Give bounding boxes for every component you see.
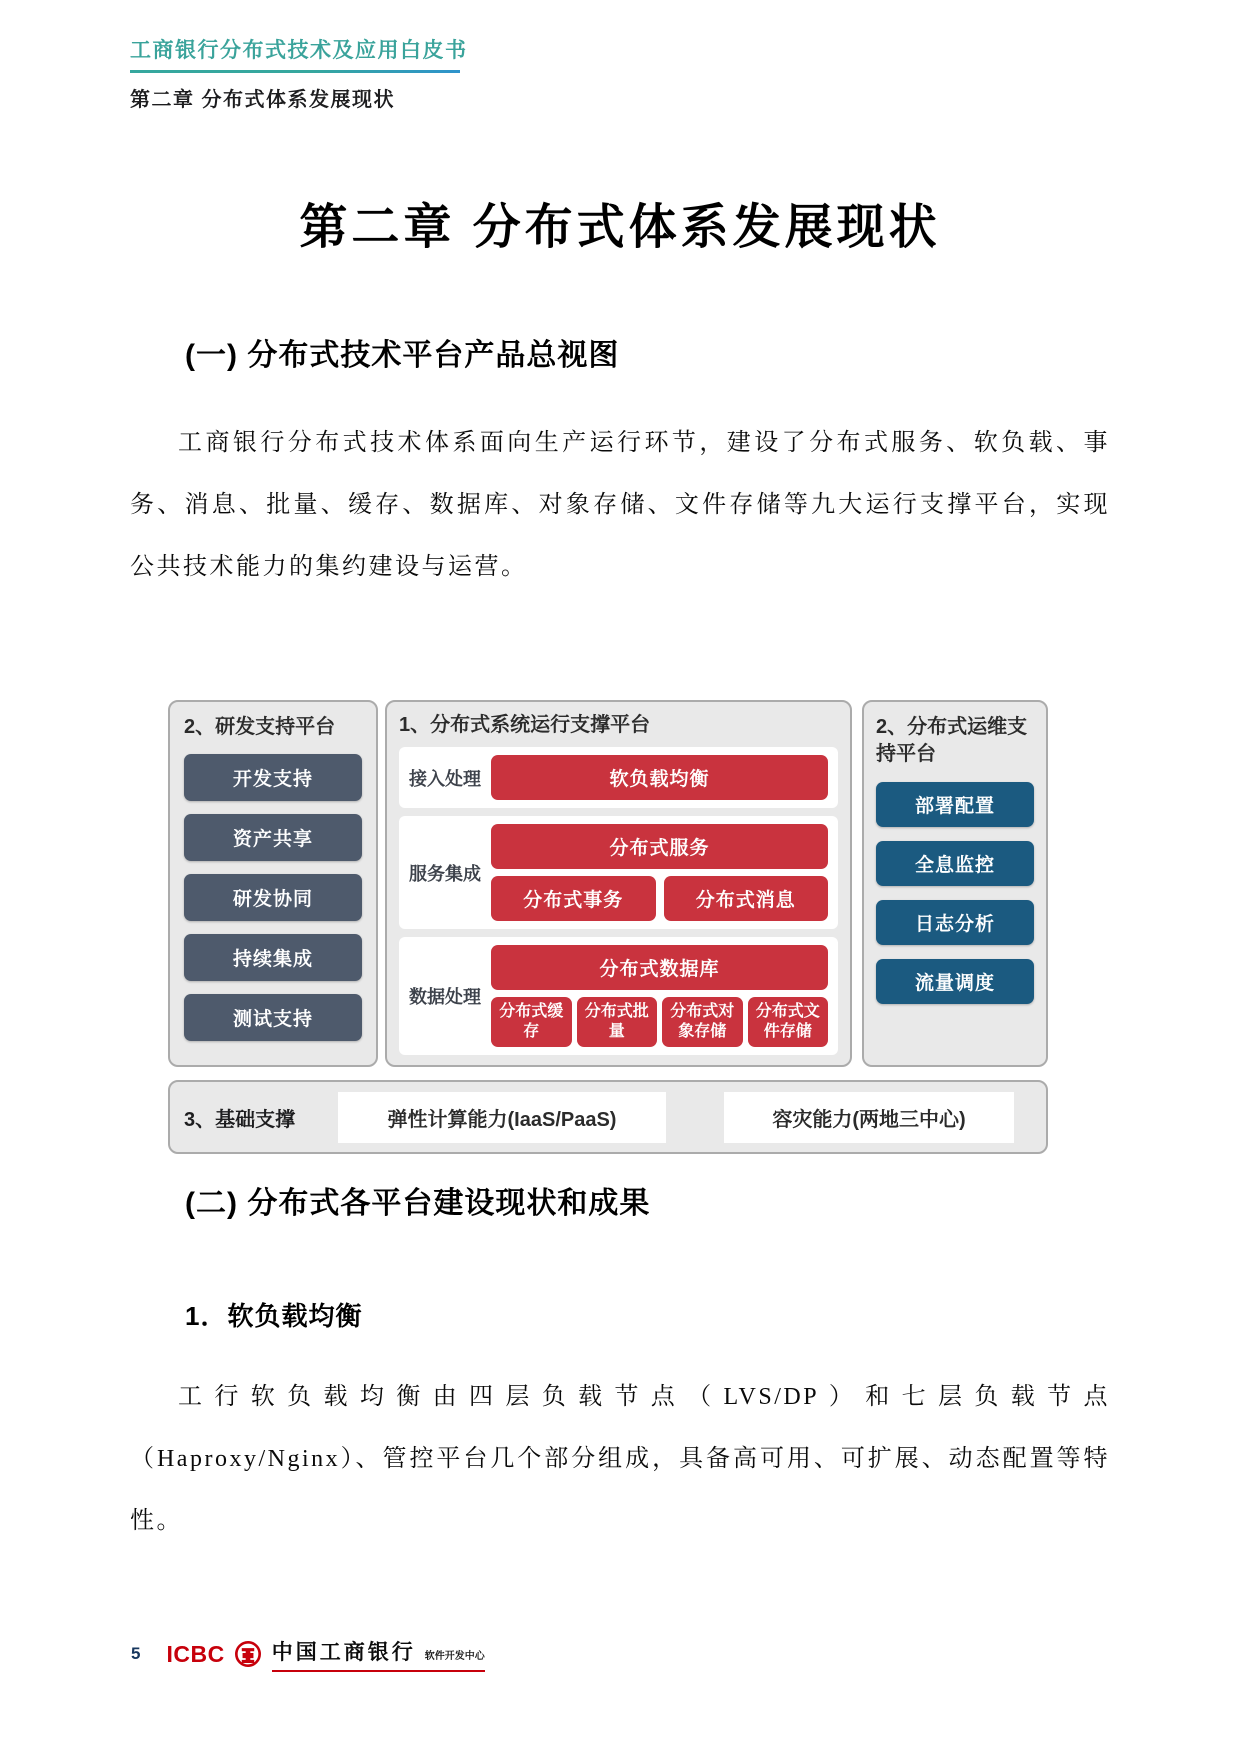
- icbc-emblem-icon: [234, 1640, 262, 1668]
- section1-paragraph: 工商银行分布式技术体系面向生产运行环节，建设了分布式服务、软负载、事务、消息、批量、缓存、数据库、对象存储、文件存储等九大运行支撑平台，实现公共技术能力的集约建设与运营。: [130, 430, 1110, 580]
- ops-item: 全息监控: [876, 841, 1034, 886]
- page-footer: [131, 1636, 485, 1672]
- doc-title: 工商银行分布式技术及应用白皮书: [130, 39, 468, 62]
- ops-item: 流量调度: [876, 959, 1034, 1004]
- header-underline: [130, 70, 460, 73]
- dev-item: 测试支持: [184, 994, 362, 1041]
- page-header: [130, 34, 468, 112]
- runtime-item: 分布式消息: [664, 876, 829, 921]
- ops-panel-title: 2、分布式运维支持平台: [876, 716, 1028, 765]
- dev-item: 资产共享: [184, 814, 362, 861]
- dev-support-panel: [168, 700, 378, 1067]
- header-chapter-label: 第二章 分布式体系发展现状: [130, 89, 396, 111]
- platform-overview-diagram: [168, 700, 1048, 1154]
- base-item: 容灾能力(两地三中心): [724, 1092, 1014, 1143]
- dev-item: 开发支持: [184, 754, 362, 801]
- runtime-item: 分布式文件存储: [748, 997, 829, 1047]
- chapter-title: 第二章 分布式体系发展现状: [299, 201, 941, 254]
- ops-support-panel: [862, 700, 1048, 1067]
- dev-panel-title: 2、研发支持平台: [184, 716, 336, 738]
- base-panel-title: 3、基础支撑: [184, 1108, 296, 1131]
- runtime-item: 分布式缓存: [491, 997, 572, 1047]
- section2-paragraph: 工行软负载均衡由四层负载节点（LVS/DP）和七层负载节点（Haproxy/Nginx）、管控平台几个部分组成，具备高可用、可扩展、动态配置等特性。: [130, 1384, 1110, 1534]
- runtime-row-access: [399, 747, 838, 808]
- bank-name-group: [272, 1636, 485, 1672]
- runtime-item: 分布式对象存储: [662, 997, 743, 1047]
- icbc-logo-text: ICBC: [166, 1640, 225, 1667]
- runtime-row-data: [399, 937, 838, 1055]
- diagram-top-row: [168, 700, 1048, 1067]
- runtime-item: 分布式服务: [491, 824, 828, 869]
- section2-heading: (二) 分布式各平台建设现状和成果: [185, 1187, 651, 1220]
- row-label: 服务集成: [409, 863, 481, 884]
- runtime-panel: [385, 700, 852, 1067]
- dept-label: 软件开发中心: [424, 1651, 485, 1662]
- page-number: 5: [131, 1644, 141, 1663]
- runtime-item: 分布式数据库: [491, 945, 828, 990]
- runtime-item: 分布式批量: [577, 997, 658, 1047]
- runtime-item: 分布式事务: [491, 876, 656, 921]
- bank-name: 中国工商银行: [271, 1641, 416, 1664]
- dev-item: 研发协同: [184, 874, 362, 921]
- runtime-item: 软负载均衡: [491, 755, 828, 800]
- row-label: 接入处理: [409, 768, 481, 789]
- dev-item: 持续集成: [184, 934, 362, 981]
- base-support-panel: [168, 1080, 1048, 1154]
- runtime-row-service: [399, 816, 838, 929]
- section2-sub-heading: 1．软负载均衡: [185, 1301, 363, 1331]
- runtime-panel-title: 1、分布式系统运行支撑平台: [399, 714, 651, 736]
- ops-item: 部署配置: [876, 782, 1034, 827]
- row-label: 数据处理: [409, 987, 481, 1007]
- base-item: 弹性计算能力(IaaS/PaaS): [338, 1092, 666, 1143]
- section1-heading: (一) 分布式技术平台产品总视图: [185, 339, 620, 372]
- ops-item: 日志分析: [876, 900, 1034, 945]
